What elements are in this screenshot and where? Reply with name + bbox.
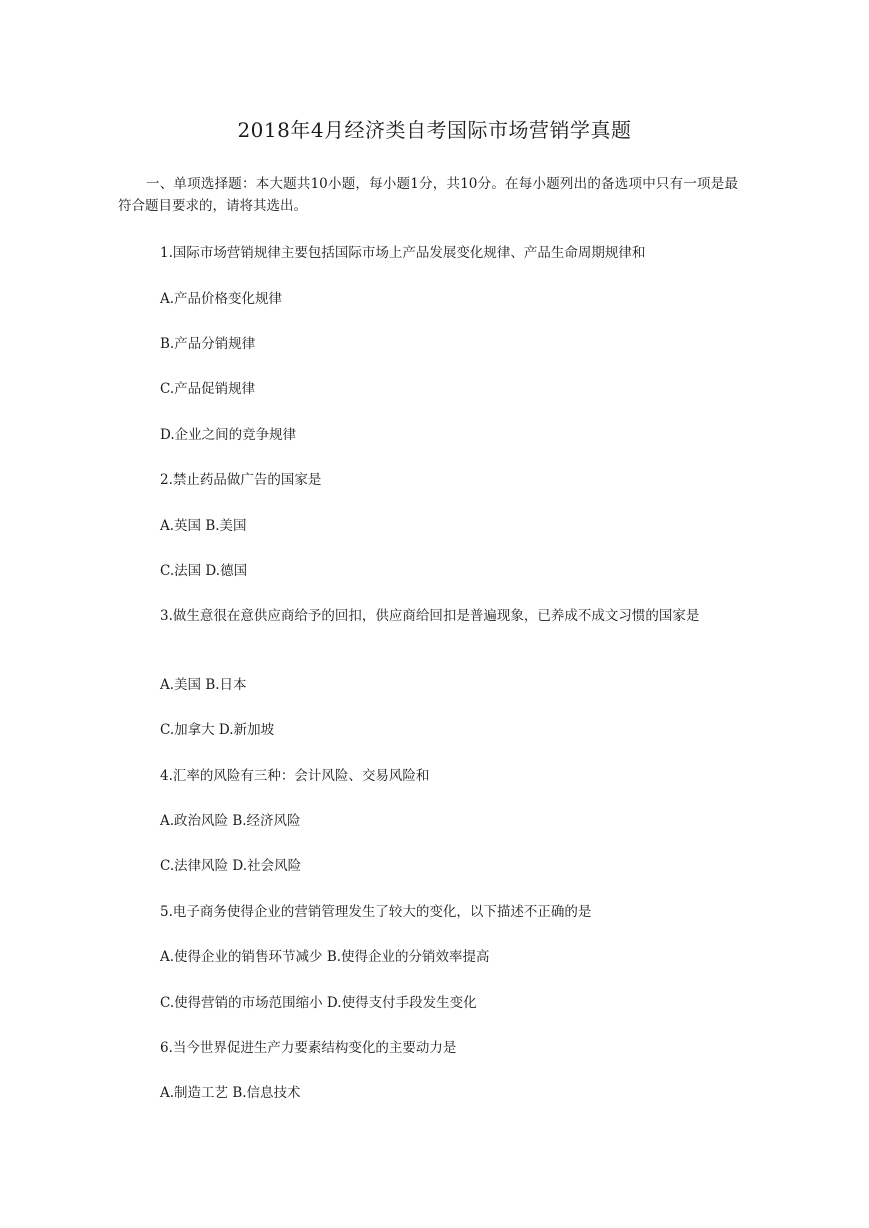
question-5-stem: 5.电子商务使得企业的营销管理发生了较大的变化，以下描述不正确的是 [160,904,592,920]
question-3-options-cd: C.加拿大 D.新加坡 [160,722,275,738]
question-4-options-cd: C.法律风险 D.社会风险 [160,858,302,874]
question-1-option-c: C.产品促销规律 [160,381,256,397]
question-1-option-b: B.产品分销规律 [160,336,256,352]
section-intro: 一、单项选择题：本大题共10小题，每小题1分，共10分。在每小题列出的备选项中只有一项是最符合题目要求的，请将其选出。 [118,176,738,214]
question-2-options-cd: C.法国 D.德国 [160,563,248,579]
question-3-stem: 3.做生意很在意供应商给予的回扣，供应商给回扣是普遍现象，已养成不成文习惯的国家是 [160,608,700,624]
question-4-stem: 4.汇率的风险有三种：会计风险、交易风险和 [160,768,430,784]
question-1-option-a: A.产品价格变化规律 [160,291,283,307]
question-5-options-cd: C.使得营销的市场范围缩小 D.使得支付手段发生变化 [160,995,477,1011]
question-2-stem: 2.禁止药品做广告的国家是 [160,472,322,488]
question-3-options-ab: A.美国 B.日本 [160,677,247,693]
question-6-options-ab: A.制造工艺 B.信息技术 [160,1085,301,1101]
question-1-stem: 1.国际市场营销规律主要包括国际市场上产品发展变化规律、产品生命周期规律和 [160,245,646,261]
question-2-options-ab: A.英国 B.美国 [160,518,247,534]
question-5-options-ab: A.使得企业的销售环节减少 B.使得企业的分销效率提高 [160,949,490,965]
question-6-stem: 6.当今世界促进生产力要素结构变化的主要动力是 [160,1040,457,1056]
question-1-option-d: D.企业之间的竞争规律 [160,427,297,443]
document-title: 2018年4月经济类自考国际市场营销学真题 [237,118,632,142]
question-4-options-ab: A.政治风险 B.经济风险 [160,813,301,829]
